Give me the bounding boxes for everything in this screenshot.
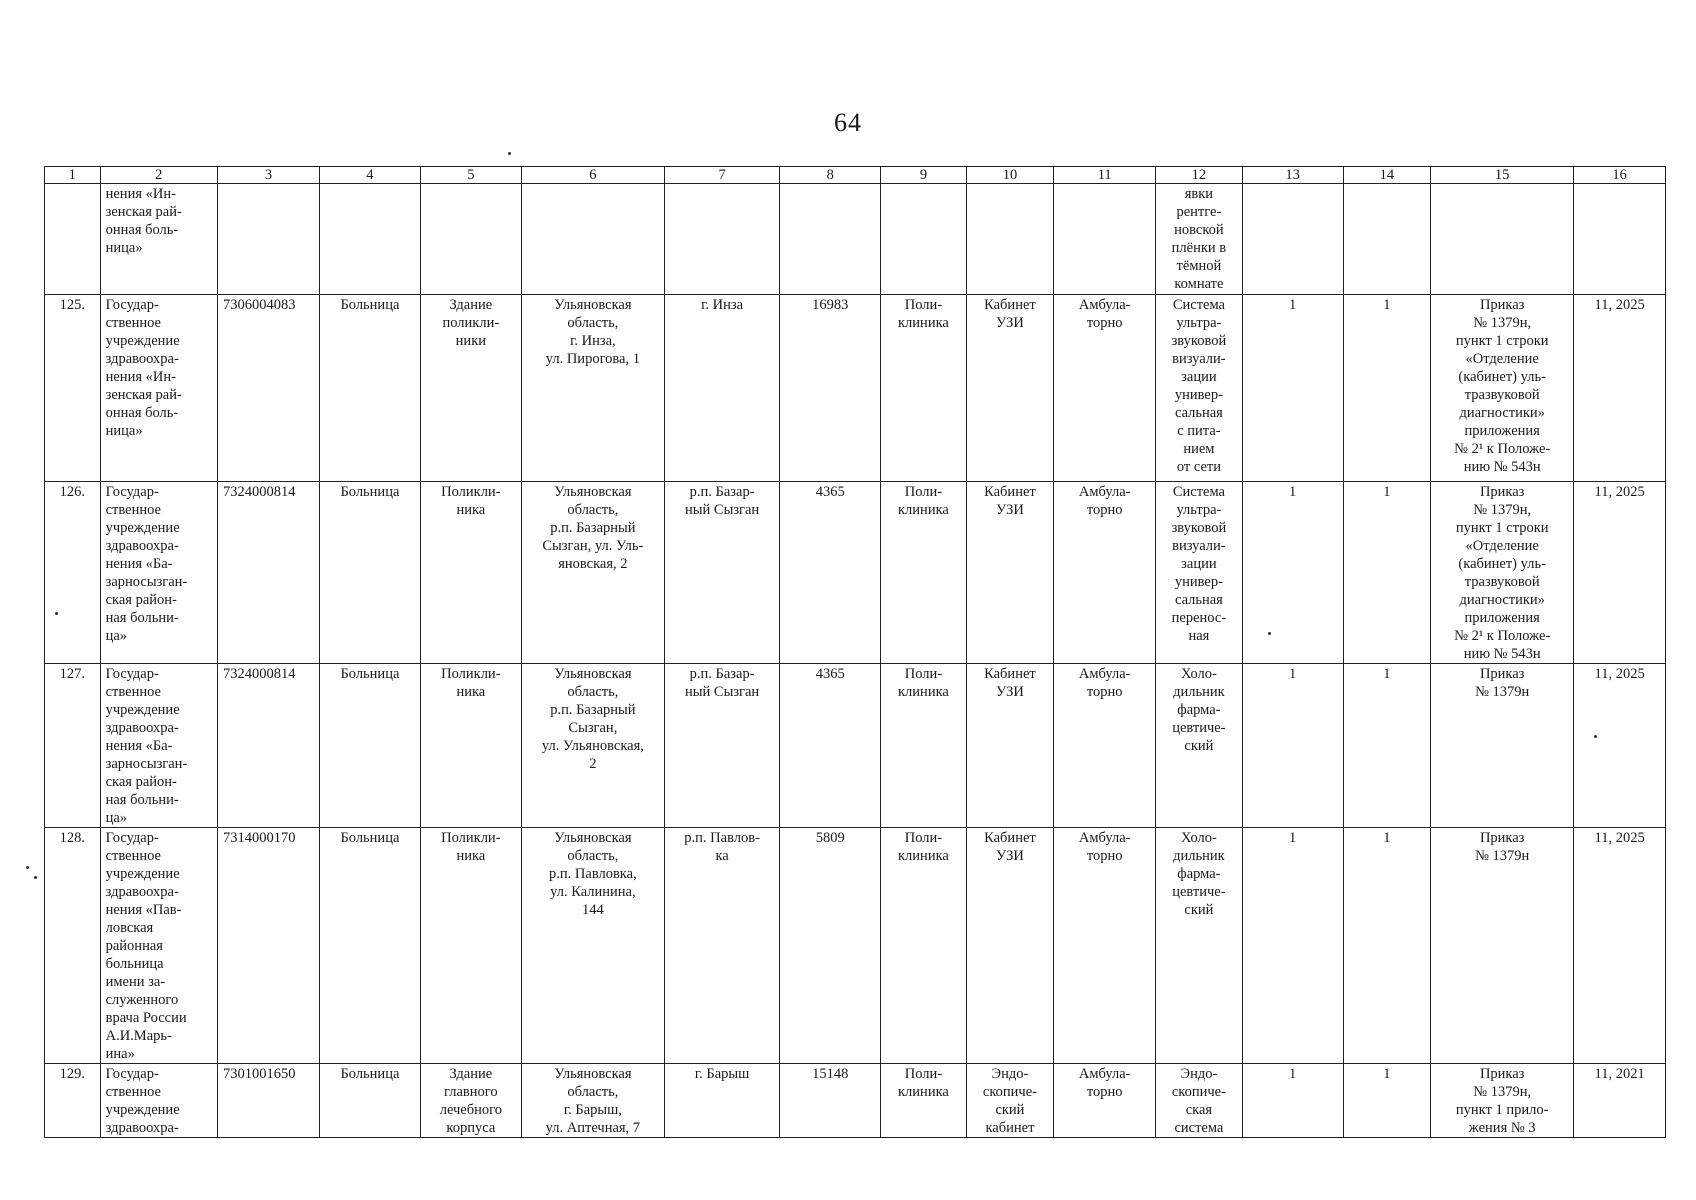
population: 5809 bbox=[780, 828, 881, 1064]
row-number: 125. bbox=[45, 295, 101, 482]
institution-type: Больница bbox=[319, 295, 420, 482]
legal-basis bbox=[1431, 184, 1574, 295]
period bbox=[1574, 184, 1666, 295]
quantity-required: 1 bbox=[1242, 482, 1343, 664]
col-header: 6 bbox=[521, 167, 664, 184]
address: Ульяновская область, г. Инза, ул. Пирогова, 1 bbox=[521, 295, 664, 482]
quantity-planned: 1 bbox=[1343, 1064, 1431, 1138]
room bbox=[966, 184, 1054, 295]
institution-name: Государ- ственное учреждение здравоохра- нения «Ба- зарносызган- ская район- ная больни- ца» bbox=[100, 482, 217, 664]
quantity-required bbox=[1242, 184, 1343, 295]
col-header: 5 bbox=[420, 167, 521, 184]
room: Кабинет УЗИ bbox=[966, 664, 1054, 828]
settlement: г. Барыш bbox=[664, 1064, 779, 1138]
col-header: 16 bbox=[1574, 167, 1666, 184]
row-number: 126. bbox=[45, 482, 101, 664]
care-mode: Амбула- торно bbox=[1054, 1064, 1156, 1138]
table-row bbox=[45, 184, 1666, 295]
table-row bbox=[45, 295, 1666, 482]
institution-name: Государ- ственное учреждение здравоохра- нения «Ба- зарносызган- ская район- ная больни- ца» bbox=[100, 664, 217, 828]
scan-speck bbox=[34, 876, 37, 879]
room: Эндо- скопиче- ский кабинет bbox=[966, 1064, 1054, 1138]
care-mode: Амбула- торно bbox=[1054, 482, 1156, 664]
inn: 7324000814 bbox=[218, 664, 320, 828]
period: 11, 2025 bbox=[1574, 828, 1666, 1064]
unit: Поли- клиника bbox=[881, 295, 966, 482]
building: Здание главного лечебного корпуса bbox=[420, 1064, 521, 1138]
address bbox=[521, 184, 664, 295]
unit bbox=[881, 184, 966, 295]
table-row bbox=[45, 482, 1666, 664]
legal-basis: Приказ № 1379н bbox=[1431, 828, 1574, 1064]
period: 11, 2025 bbox=[1574, 664, 1666, 828]
inn: 7314000170 bbox=[218, 828, 320, 1064]
building bbox=[420, 184, 521, 295]
col-header: 9 bbox=[881, 167, 966, 184]
institution-type bbox=[319, 184, 420, 295]
quantity-required: 1 bbox=[1242, 1064, 1343, 1138]
quantity-required: 1 bbox=[1242, 664, 1343, 828]
building: Поликли- ника bbox=[420, 828, 521, 1064]
table-row bbox=[45, 1064, 1666, 1138]
column-number-header bbox=[45, 167, 1666, 184]
settlement: р.п. Павлов- ка bbox=[664, 828, 779, 1064]
institution-type: Больница bbox=[319, 828, 420, 1064]
care-mode: Амбула- торно bbox=[1054, 664, 1156, 828]
inn bbox=[218, 184, 320, 295]
table-row bbox=[45, 828, 1666, 1064]
legal-basis: Приказ № 1379н, пункт 1 прило- жения № 3 bbox=[1431, 1064, 1574, 1138]
row-number: 129. bbox=[45, 1064, 101, 1138]
col-header: 8 bbox=[780, 167, 881, 184]
col-header: 7 bbox=[664, 167, 779, 184]
room: Кабинет УЗИ bbox=[966, 828, 1054, 1064]
institution-name: Государ- ственное учреждение здравоохра- нения «Пав- ловская районная больница имени за- служенного врача России А.И.Марь- ина» bbox=[100, 828, 217, 1064]
col-header: 2 bbox=[100, 167, 217, 184]
institution-type: Больница bbox=[319, 1064, 420, 1138]
building: Здание поликли- ники bbox=[420, 295, 521, 482]
room: Кабинет УЗИ bbox=[966, 295, 1054, 482]
row-number: 128. bbox=[45, 828, 101, 1064]
institution-name: Государ- ственное учреждение здравоохра- bbox=[100, 1064, 217, 1138]
address: Ульяновская область, г. Барыш, ул. Аптечная, 7 bbox=[521, 1064, 664, 1138]
equipment: Холо- дильник фарма- цевтиче- ский bbox=[1156, 828, 1243, 1064]
table-row bbox=[45, 664, 1666, 828]
legal-basis: Приказ № 1379н bbox=[1431, 664, 1574, 828]
settlement: р.п. Базар- ный Сызган bbox=[664, 482, 779, 664]
equipment: Холо- дильник фарма- цевтиче- ский bbox=[1156, 664, 1243, 828]
period: 11, 2025 bbox=[1574, 482, 1666, 664]
col-header: 13 bbox=[1242, 167, 1343, 184]
population: 15148 bbox=[780, 1064, 881, 1138]
room: Кабинет УЗИ bbox=[966, 482, 1054, 664]
settlement bbox=[664, 184, 779, 295]
unit: Поли- клиника bbox=[881, 664, 966, 828]
inn: 7306004083 bbox=[218, 295, 320, 482]
col-header: 1 bbox=[45, 167, 101, 184]
equipment: Эндо- скопиче- ская система bbox=[1156, 1064, 1243, 1138]
address: Ульяновская область, р.п. Павловка, ул. Калинина, 144 bbox=[521, 828, 664, 1064]
scan-speck bbox=[508, 152, 511, 155]
inn: 7301001650 bbox=[218, 1064, 320, 1138]
col-header: 4 bbox=[319, 167, 420, 184]
address: Ульяновская область, р.п. Базарный Сызган, ул. Уль- яновская, 2 bbox=[521, 482, 664, 664]
legal-basis: Приказ № 1379н, пункт 1 строки «Отделение (кабинет) уль- тразвуковой диагностики» приложения № 2¹ к Положе- нию № 543н bbox=[1431, 295, 1574, 482]
care-mode bbox=[1054, 184, 1156, 295]
col-header: 14 bbox=[1343, 167, 1431, 184]
quantity-planned: 1 bbox=[1343, 828, 1431, 1064]
scan-speck bbox=[26, 866, 29, 869]
registry-table bbox=[44, 166, 1666, 1138]
quantity-required: 1 bbox=[1242, 295, 1343, 482]
address: Ульяновская область, р.п. Базарный Сызган, ул. Ульяновская, 2 bbox=[521, 664, 664, 828]
legal-basis: Приказ № 1379н, пункт 1 строки «Отделение (кабинет) уль- тразвуковой диагностики» приложения № 2¹ к Положе- нию № 543н bbox=[1431, 482, 1574, 664]
unit: Поли- клиника bbox=[881, 482, 966, 664]
institution-type: Больница bbox=[319, 482, 420, 664]
inn: 7324000814 bbox=[218, 482, 320, 664]
page-number: 64 bbox=[834, 108, 862, 137]
institution-type: Больница bbox=[319, 664, 420, 828]
care-mode: Амбула- торно bbox=[1054, 295, 1156, 482]
period: 11, 2021 bbox=[1574, 1064, 1666, 1138]
quantity-planned: 1 bbox=[1343, 482, 1431, 664]
col-header: 11 bbox=[1054, 167, 1156, 184]
quantity-planned bbox=[1343, 184, 1431, 295]
quantity-required: 1 bbox=[1242, 828, 1343, 1064]
care-mode: Амбула- торно bbox=[1054, 828, 1156, 1064]
unit: Поли- клиника bbox=[881, 1064, 966, 1138]
col-header: 12 bbox=[1156, 167, 1243, 184]
col-header: 15 bbox=[1431, 167, 1574, 184]
row-number bbox=[45, 184, 101, 295]
equipment: Система ультра- звуковой визуали- зации универ- сальная перенос- ная bbox=[1156, 482, 1243, 664]
institution-name: Государ- ственное учреждение здравоохра- нения «Ин- зенская рай- онная боль- ница» bbox=[100, 295, 217, 482]
equipment: Система ультра- звуковой визуали- зации универ- сальная с пита- нием от сети bbox=[1156, 295, 1243, 482]
unit: Поли- клиника bbox=[881, 828, 966, 1064]
equipment: явки рентге- новской плёнки в тёмной комнате bbox=[1156, 184, 1243, 295]
population: 4365 bbox=[780, 664, 881, 828]
building: Поликли- ника bbox=[420, 482, 521, 664]
row-number: 127. bbox=[45, 664, 101, 828]
institution-name: нения «Ин- зенская рай- онная боль- ница» bbox=[100, 184, 217, 295]
population: 4365 bbox=[780, 482, 881, 664]
col-header: 3 bbox=[218, 167, 320, 184]
population: 16983 bbox=[780, 295, 881, 482]
population bbox=[780, 184, 881, 295]
period: 11, 2025 bbox=[1574, 295, 1666, 482]
settlement: р.п. Базар- ный Сызган bbox=[664, 664, 779, 828]
building: Поликли- ника bbox=[420, 664, 521, 828]
settlement: г. Инза bbox=[664, 295, 779, 482]
quantity-planned: 1 bbox=[1343, 664, 1431, 828]
quantity-planned: 1 bbox=[1343, 295, 1431, 482]
col-header: 10 bbox=[966, 167, 1054, 184]
